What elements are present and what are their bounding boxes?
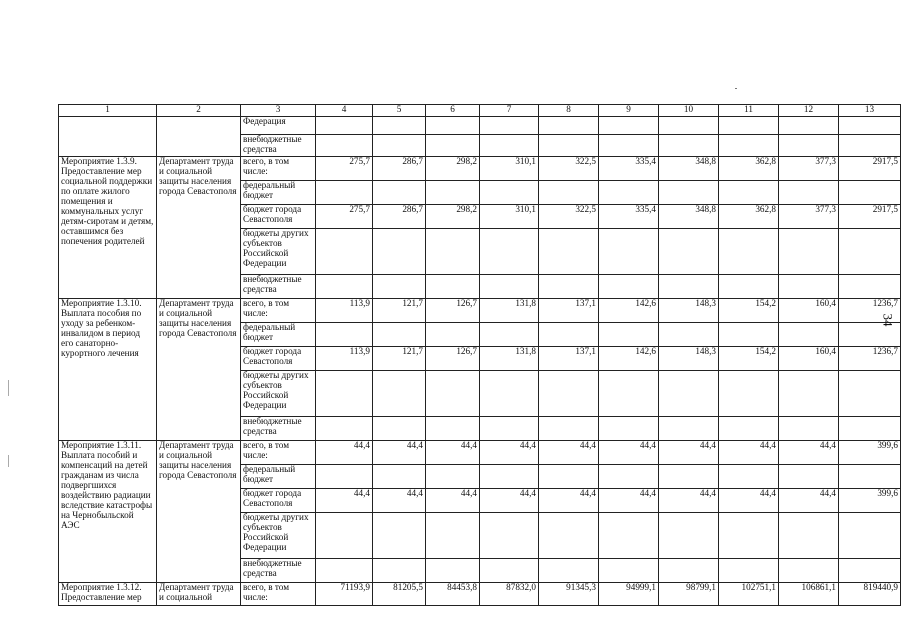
value-cell: 298,2 <box>426 157 480 181</box>
value-cell: 126,7 <box>426 347 480 371</box>
value-cell: 377,3 <box>779 205 839 229</box>
value-cell <box>539 135 599 157</box>
value-cell: 131,8 <box>480 347 539 371</box>
funding-source-cell: бюджеты других субъектов Российской Федерации <box>241 229 316 275</box>
header-cell: 13 <box>839 105 901 117</box>
value-cell <box>599 275 659 299</box>
value-cell <box>480 117 539 135</box>
value-cell <box>779 275 839 299</box>
value-cell <box>480 465 539 489</box>
header-cell: 5 <box>373 105 426 117</box>
value-cell <box>480 513 539 559</box>
page-number: 34 <box>880 313 896 327</box>
value-cell: 102751,1 <box>719 583 779 606</box>
value-cell <box>839 275 901 299</box>
funding-source-cell: бюджет города Севастополя <box>241 347 316 371</box>
value-cell <box>480 181 539 205</box>
value-cell <box>426 465 480 489</box>
value-cell <box>719 229 779 275</box>
funding-source-cell: бюджет города Севастополя <box>241 205 316 229</box>
value-cell: 142,6 <box>599 347 659 371</box>
value-cell: 44,4 <box>480 489 539 513</box>
value-cell <box>779 465 839 489</box>
value-cell <box>426 117 480 135</box>
value-cell <box>719 559 779 583</box>
value-cell: 44,4 <box>779 489 839 513</box>
value-cell: 377,3 <box>779 157 839 181</box>
value-cell <box>539 181 599 205</box>
funding-source-cell: внебюджетные средства <box>241 135 316 157</box>
value-cell <box>373 513 426 559</box>
value-cell <box>779 417 839 441</box>
value-cell: 154,2 <box>719 347 779 371</box>
value-cell <box>599 465 659 489</box>
value-cell: 121,7 <box>373 299 426 323</box>
value-cell: 137,1 <box>539 347 599 371</box>
value-cell <box>480 229 539 275</box>
value-cell: 44,4 <box>599 441 659 465</box>
value-cell <box>373 323 426 347</box>
value-cell: 71193,9 <box>316 583 373 606</box>
value-cell <box>426 513 480 559</box>
value-cell <box>539 513 599 559</box>
value-cell: 98799,1 <box>659 583 719 606</box>
funding-source-cell: внебюджетные средства <box>241 275 316 299</box>
value-cell: 44,4 <box>779 441 839 465</box>
value-cell <box>599 513 659 559</box>
value-cell: 310,1 <box>480 157 539 181</box>
value-cell <box>480 417 539 441</box>
measure-title-cell: Мероприятие 1.3.9. Предоставление мер социальной поддержки по оплате жилого помещения и коммунальных услуг детям-сиротам и детям, оставшимся без попечения родителей <box>59 157 157 299</box>
value-cell <box>839 371 901 417</box>
value-cell: 335,4 <box>599 157 659 181</box>
value-cell <box>426 275 480 299</box>
header-cell: 4 <box>316 105 373 117</box>
value-cell <box>426 229 480 275</box>
value-cell: 298,2 <box>426 205 480 229</box>
funding-source-cell: внебюджетные средства <box>241 417 316 441</box>
value-cell <box>779 371 839 417</box>
value-cell: 44,4 <box>480 441 539 465</box>
measure-title-cell <box>59 117 157 157</box>
value-cell: 362,8 <box>719 157 779 181</box>
value-cell: 286,7 <box>373 157 426 181</box>
value-cell: 87832,0 <box>480 583 539 606</box>
value-cell <box>659 371 719 417</box>
value-cell: 84453,8 <box>426 583 480 606</box>
department-cell: Департамент труда и социальной защиты населения города Севастополя <box>157 157 241 299</box>
header-cell: 8 <box>539 105 599 117</box>
value-cell <box>659 275 719 299</box>
value-cell <box>539 371 599 417</box>
value-cell <box>539 117 599 135</box>
value-cell <box>779 513 839 559</box>
header-cell: 12 <box>779 105 839 117</box>
value-cell <box>659 229 719 275</box>
value-cell <box>426 323 480 347</box>
value-cell <box>599 229 659 275</box>
value-cell: 44,4 <box>426 489 480 513</box>
scan-speck <box>735 88 737 89</box>
value-cell: 44,4 <box>373 441 426 465</box>
value-cell <box>373 275 426 299</box>
value-cell: 44,4 <box>373 489 426 513</box>
value-cell <box>839 181 901 205</box>
table-row <box>59 441 901 465</box>
value-cell <box>659 417 719 441</box>
value-cell: 348,8 <box>659 205 719 229</box>
value-cell: 106861,1 <box>779 583 839 606</box>
value-cell <box>316 275 373 299</box>
value-cell <box>599 417 659 441</box>
table-row <box>59 583 901 606</box>
header-cell: 11 <box>719 105 779 117</box>
value-cell <box>839 417 901 441</box>
value-cell <box>599 323 659 347</box>
header-cell: 6 <box>426 105 480 117</box>
header-row <box>59 105 901 117</box>
table-row <box>59 157 901 181</box>
value-cell <box>659 513 719 559</box>
value-cell: 310,1 <box>480 205 539 229</box>
funding-source-cell: федеральный бюджет <box>241 181 316 205</box>
table-body <box>59 117 901 606</box>
value-cell: 1236,7 <box>839 299 901 323</box>
value-cell <box>719 323 779 347</box>
value-cell <box>779 323 839 347</box>
value-cell: 113,9 <box>316 299 373 323</box>
value-cell <box>373 229 426 275</box>
funding-source-cell: федеральный бюджет <box>241 323 316 347</box>
value-cell: 348,8 <box>659 157 719 181</box>
value-cell: 399,6 <box>839 441 901 465</box>
value-cell: 160,4 <box>779 299 839 323</box>
value-cell <box>779 181 839 205</box>
value-cell: 44,4 <box>316 441 373 465</box>
value-cell <box>316 559 373 583</box>
value-cell <box>839 559 901 583</box>
value-cell: 44,4 <box>539 441 599 465</box>
value-cell <box>316 417 373 441</box>
value-cell <box>599 117 659 135</box>
value-cell <box>316 513 373 559</box>
value-cell: 44,4 <box>719 441 779 465</box>
value-cell <box>480 135 539 157</box>
value-cell: 44,4 <box>659 489 719 513</box>
value-cell: 131,8 <box>480 299 539 323</box>
value-cell <box>426 135 480 157</box>
value-cell <box>480 371 539 417</box>
value-cell: 322,5 <box>539 205 599 229</box>
header-cell: 10 <box>659 105 719 117</box>
value-cell <box>373 135 426 157</box>
value-cell <box>539 559 599 583</box>
value-cell <box>373 371 426 417</box>
value-cell <box>719 181 779 205</box>
value-cell <box>316 323 373 347</box>
value-cell <box>779 135 839 157</box>
value-cell <box>426 181 480 205</box>
value-cell <box>659 323 719 347</box>
funding-source-cell: всего, в том числе: <box>241 299 316 323</box>
value-cell <box>373 181 426 205</box>
value-cell: 322,5 <box>539 157 599 181</box>
value-cell <box>539 275 599 299</box>
value-cell <box>316 181 373 205</box>
funding-source-cell: бюджеты других субъектов Российской Федерации <box>241 371 316 417</box>
value-cell <box>426 417 480 441</box>
measure-title-cell: Мероприятие 1.3.11. Выплата пособий и компенсаций на детей гражданам из числа подвергшихся воздействию радиации вследствие катастрофы на Чернобыльской АЭС <box>59 441 157 583</box>
value-cell: 399,6 <box>839 489 901 513</box>
value-cell: 137,1 <box>539 299 599 323</box>
value-cell <box>373 417 426 441</box>
value-cell <box>480 559 539 583</box>
value-cell <box>779 117 839 135</box>
header-cell: 3 <box>241 105 316 117</box>
funding-source-cell: всего, в том числе: <box>241 441 316 465</box>
value-cell <box>373 465 426 489</box>
value-cell <box>480 275 539 299</box>
value-cell: 81205,5 <box>373 583 426 606</box>
value-cell: 121,7 <box>373 347 426 371</box>
value-cell: 362,8 <box>719 205 779 229</box>
value-cell <box>426 559 480 583</box>
value-cell <box>719 371 779 417</box>
header-cell: 2 <box>157 105 241 117</box>
value-cell <box>719 417 779 441</box>
value-cell: 44,4 <box>659 441 719 465</box>
department-cell: Департамент труда и социальной защиты населения города Севастополя <box>157 299 241 441</box>
value-cell <box>316 135 373 157</box>
value-cell: 126,7 <box>426 299 480 323</box>
value-cell <box>659 559 719 583</box>
value-cell: 44,4 <box>426 441 480 465</box>
value-cell: 44,4 <box>316 489 373 513</box>
value-cell <box>719 275 779 299</box>
header-cell: 7 <box>480 105 539 117</box>
value-cell <box>719 117 779 135</box>
value-cell <box>779 559 839 583</box>
value-cell: 44,4 <box>539 489 599 513</box>
value-cell: 142,6 <box>599 299 659 323</box>
measure-title-cell: Мероприятие 1.3.12. Предоставление мер <box>59 583 157 606</box>
value-cell <box>599 181 659 205</box>
value-cell: 275,7 <box>316 157 373 181</box>
measure-title-cell: Мероприятие 1.3.10. Выплата пособия по уходу за ребенком-инвалидом в период его санаторно-курортного лечения <box>59 299 157 441</box>
value-cell: 1236,7 <box>839 347 901 371</box>
value-cell <box>839 117 901 135</box>
value-cell <box>839 135 901 157</box>
scan-edge-mark <box>8 380 9 396</box>
value-cell: 113,9 <box>316 347 373 371</box>
value-cell <box>659 117 719 135</box>
funding-source-cell: внебюджетные средства <box>241 559 316 583</box>
value-cell <box>316 117 373 135</box>
value-cell <box>659 465 719 489</box>
value-cell <box>719 465 779 489</box>
funding-source-cell: федеральный бюджет <box>241 465 316 489</box>
funding-source-cell: всего, в том числе: <box>241 157 316 181</box>
value-cell <box>539 417 599 441</box>
value-cell <box>539 323 599 347</box>
value-cell <box>316 229 373 275</box>
value-cell <box>719 513 779 559</box>
value-cell: 91345,3 <box>539 583 599 606</box>
value-cell <box>659 181 719 205</box>
value-cell <box>839 229 901 275</box>
department-cell <box>157 117 241 157</box>
funding-source-cell: бюджет города Севастополя <box>241 489 316 513</box>
value-cell <box>316 371 373 417</box>
value-cell <box>659 135 719 157</box>
department-cell: Департамент труда и социальной <box>157 583 241 606</box>
value-cell <box>599 559 659 583</box>
value-cell <box>599 135 659 157</box>
value-cell <box>839 465 901 489</box>
value-cell <box>779 229 839 275</box>
value-cell: 94999,1 <box>599 583 659 606</box>
value-cell <box>719 135 779 157</box>
value-cell <box>839 513 901 559</box>
value-cell <box>316 465 373 489</box>
department-cell: Департамент труда и социальной защиты населения города Севастополя <box>157 441 241 583</box>
value-cell: 44,4 <box>599 489 659 513</box>
value-cell: 44,4 <box>719 489 779 513</box>
value-cell <box>539 229 599 275</box>
header-cell: 1 <box>59 105 157 117</box>
value-cell <box>599 371 659 417</box>
value-cell: 148,3 <box>659 347 719 371</box>
value-cell: 819440,9 <box>839 583 901 606</box>
value-cell: 148,3 <box>659 299 719 323</box>
table-row <box>59 117 901 135</box>
value-cell: 335,4 <box>599 205 659 229</box>
scan-edge-mark <box>8 455 9 467</box>
value-cell: 154,2 <box>719 299 779 323</box>
funding-source-cell: всего, в том числе: <box>241 583 316 606</box>
value-cell: 286,7 <box>373 205 426 229</box>
value-cell: 2917,5 <box>839 157 901 181</box>
value-cell <box>539 465 599 489</box>
value-cell: 275,7 <box>316 205 373 229</box>
value-cell <box>373 559 426 583</box>
value-cell <box>373 117 426 135</box>
value-cell <box>480 323 539 347</box>
value-cell: 2917,5 <box>839 205 901 229</box>
table-row <box>59 299 901 323</box>
value-cell: 160,4 <box>779 347 839 371</box>
funding-source-cell: бюджеты других субъектов Российской Федерации <box>241 513 316 559</box>
funding-source-cell: Федерация <box>241 117 316 135</box>
budget-table <box>58 104 901 606</box>
value-cell <box>426 371 480 417</box>
header-cell: 9 <box>599 105 659 117</box>
